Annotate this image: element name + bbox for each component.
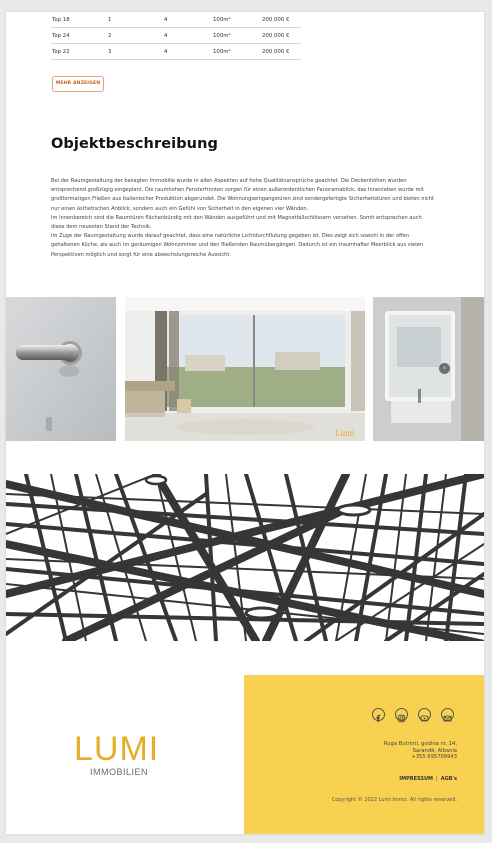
unit-floor: 2 (108, 33, 112, 39)
gallery-next-arrow-icon[interactable]: › (439, 363, 450, 374)
watermark-text: Lumi (335, 428, 355, 438)
logo-subtitle: IMMOBILIEN (90, 767, 149, 777)
link-separator: | (436, 776, 438, 782)
copyright-text: Copyright © 2022 Lumi Immo. All rights reserved. (331, 797, 457, 803)
phone-number[interactable]: +355 695709943 (411, 754, 457, 760)
image-gallery (6, 297, 484, 441)
section-title: Objektbeschreibung (51, 136, 219, 152)
unit-rooms: 4 (164, 49, 168, 55)
street-map[interactable] (6, 474, 484, 641)
unit-price: 200.000 € (262, 49, 290, 55)
unit-name: Top 24 (52, 33, 70, 39)
facebook-icon[interactable] (372, 708, 385, 721)
bathroom-image[interactable] (373, 297, 484, 441)
instagram-icon[interactable] (395, 708, 408, 721)
footer-contact-area (244, 675, 484, 834)
description-paragraph: Bei der Raumgestaltung der besagten Immobilie wurde in allen Aspekten auf hohe Qualitätsansprüche geachtet. Die Deckenhöhen wurden entsprechend großzügig eingeplant. Die raumhohen Fensterfronten sorgen für einen außerordentlichen Panoramablick, das Innenleben wurde mit großformatigen Fließen aus italienischer Produktion abgerundet. Die Wohnungseingangstüren sind sondergefertigte Sicherheitstüren und bieten nicht nur einen ästhetischen Anblick, sondern auch ein Gefühl von Sicherheit in den eigenen vier Wänden. (51, 178, 434, 212)
unit-floor: 1 (108, 17, 112, 23)
table-row[interactable] (51, 28, 301, 44)
footer-logo-area (6, 675, 244, 834)
address-line: Ruga Butrinti, godina nr. 14, (383, 741, 457, 747)
unit-name: Top 18 (52, 17, 70, 23)
unit-area: 100m² (213, 33, 231, 39)
mail-icon[interactable] (441, 708, 454, 721)
logo-wordmark: LUMI (74, 730, 160, 768)
unit-price: 200.000 € (262, 33, 290, 39)
lumi-logo[interactable] (74, 732, 178, 777)
youtube-icon[interactable] (418, 708, 431, 721)
company-address (384, 741, 457, 761)
agb-link[interactable]: AGB's (440, 776, 457, 782)
units-table (51, 12, 301, 60)
description-paragraph: Im Innenbereich sind die Raumtüren flächenbündig mit den Wänden ausgeführt und mit Magnetfallschlössern versehen. Somit entsprechen auch diese dem neuesten Stand der Technik. (51, 214, 422, 231)
door-handle-image[interactable] (6, 297, 116, 441)
living-room-image[interactable] (125, 297, 365, 441)
impressum-link[interactable]: IMPRESSUM (399, 776, 434, 782)
unit-area: 100m² (213, 49, 231, 55)
unit-floor: 3 (108, 49, 112, 55)
unit-price: 200.000 € (262, 17, 290, 23)
footer-links (399, 776, 457, 782)
unit-area: 100m² (213, 17, 231, 23)
description-paragraph: Im Zuge der Raumgestaltung wurde darauf geachtet, dass eine natürliche Lichtdurchflutung gegeben ist. Dies zeigt sich sowohl in der offen gehaltenen Küche, als auch im geräumigen Wohnzimmer und den fließenden Raumübergängen. Dadurch ist ein traumhafter Meerblick aus vielen Perspektiven möglich und sorgt für eine abwechslungsreiche Aussicht. (51, 233, 424, 258)
table-row[interactable] (51, 12, 301, 28)
unit-name: Top 22 (52, 49, 70, 55)
show-more-button[interactable]: MEHR ANZEIGEN (52, 76, 104, 92)
object-description (51, 177, 434, 260)
unit-rooms: 4 (164, 17, 168, 23)
page (6, 12, 484, 834)
table-row[interactable] (51, 44, 301, 60)
address-line: Sarandë, Albania (412, 747, 457, 754)
unit-rooms: 4 (164, 33, 168, 39)
